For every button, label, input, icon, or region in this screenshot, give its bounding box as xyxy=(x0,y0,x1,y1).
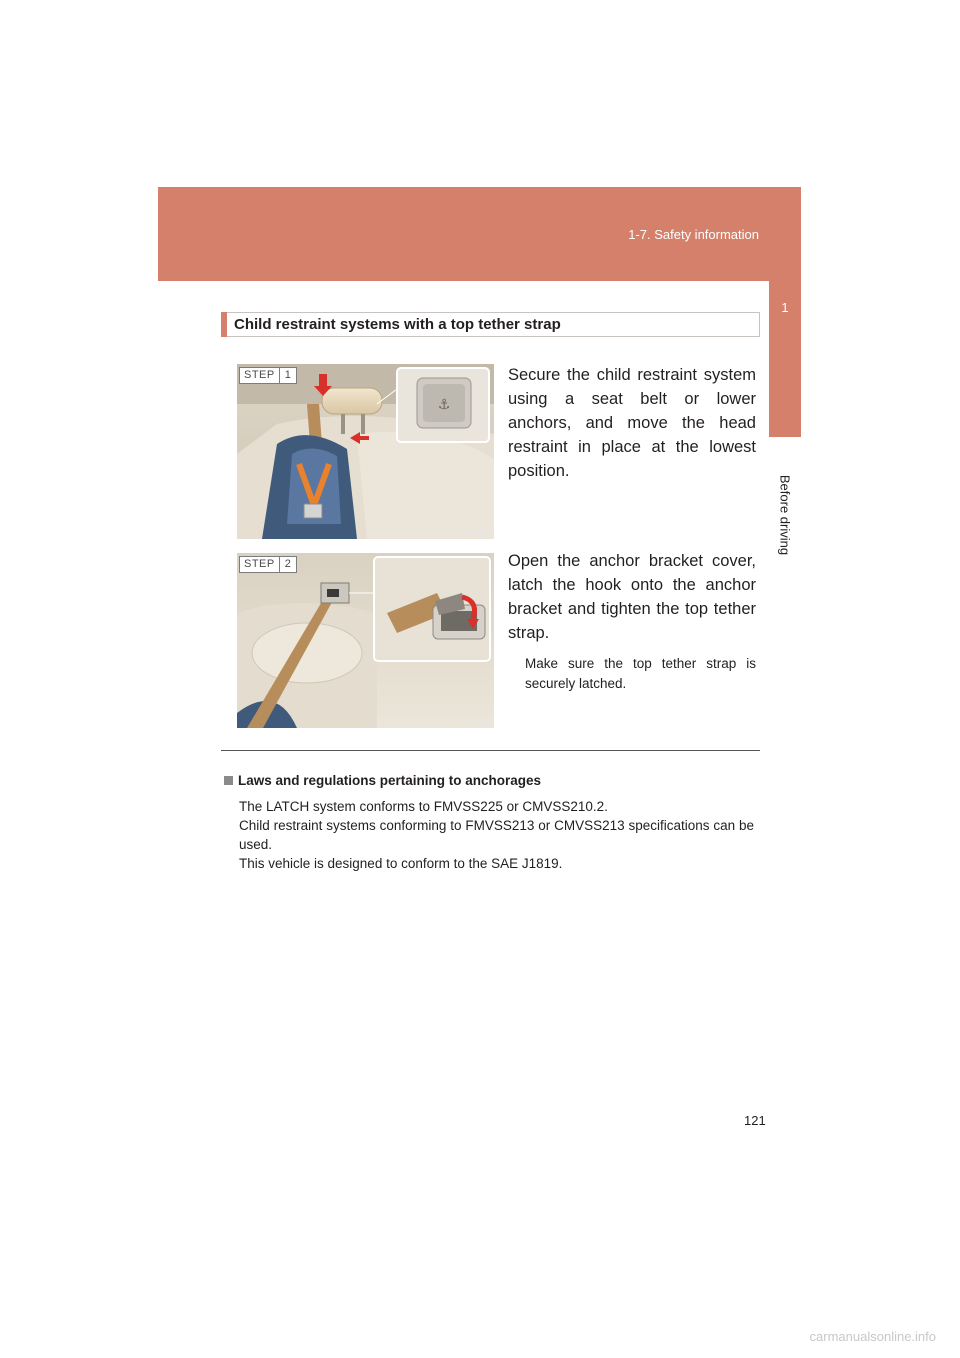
watermark: carmanualsonline.info xyxy=(809,1329,936,1344)
step-word: STEP xyxy=(240,368,280,383)
step-2-text: Open the anchor bracket cover, latch the hook onto the anchor bracket and tighten the top tether strap. xyxy=(508,552,756,642)
page-number: 121 xyxy=(744,1113,766,1128)
heading-text: Child restraint systems with a top tether strap xyxy=(234,316,561,333)
chapter-side-label xyxy=(768,450,802,580)
figure-code: ILY17A018 xyxy=(455,719,490,726)
step-1-text: Secure the child restraint system using a seat belt or lower anchors, and move the head restraint in place at the lowest position. xyxy=(508,366,756,480)
laws-line: Child restraint systems conforming to FMVSS213 or CMVSS213 specifications can be used. xyxy=(239,818,754,852)
headrest-lowering-illustration xyxy=(237,364,494,539)
svg-text:⚓: ⚓ xyxy=(437,397,451,413)
step2-illustration xyxy=(237,553,494,728)
laws-heading-text: Laws and regulations pertaining to anchorages xyxy=(238,773,542,788)
figure-code: ILY17S121 xyxy=(455,530,490,537)
laws-line: This vehicle is designed to conform to the SAE J1819. xyxy=(239,856,563,871)
heading-accent xyxy=(221,312,227,337)
chapter-title: Before driving xyxy=(777,474,793,556)
laws-heading xyxy=(224,773,541,788)
bullet-square-icon xyxy=(224,776,233,785)
chapter-tab xyxy=(769,187,801,437)
anchor-bracket-illustration xyxy=(237,553,494,728)
laws-line: The LATCH system conforms to FMVSS225 or CMVSS210.2. xyxy=(239,799,608,814)
step-number: 1 xyxy=(284,369,291,381)
divider xyxy=(221,750,760,751)
step-2-badge xyxy=(239,556,297,573)
header-band xyxy=(158,187,801,281)
step-2-note: Make sure the top tether strap is securely latched. xyxy=(525,656,756,691)
step-number: 2 xyxy=(284,558,291,570)
step1-illustration xyxy=(237,364,494,539)
chapter-number: 1 xyxy=(781,300,789,315)
section-title: 1-7. Safety information xyxy=(628,227,759,242)
step-1-badge xyxy=(239,367,297,384)
laws-body xyxy=(239,797,754,873)
step-word: STEP xyxy=(240,557,280,572)
section-heading xyxy=(221,312,760,337)
